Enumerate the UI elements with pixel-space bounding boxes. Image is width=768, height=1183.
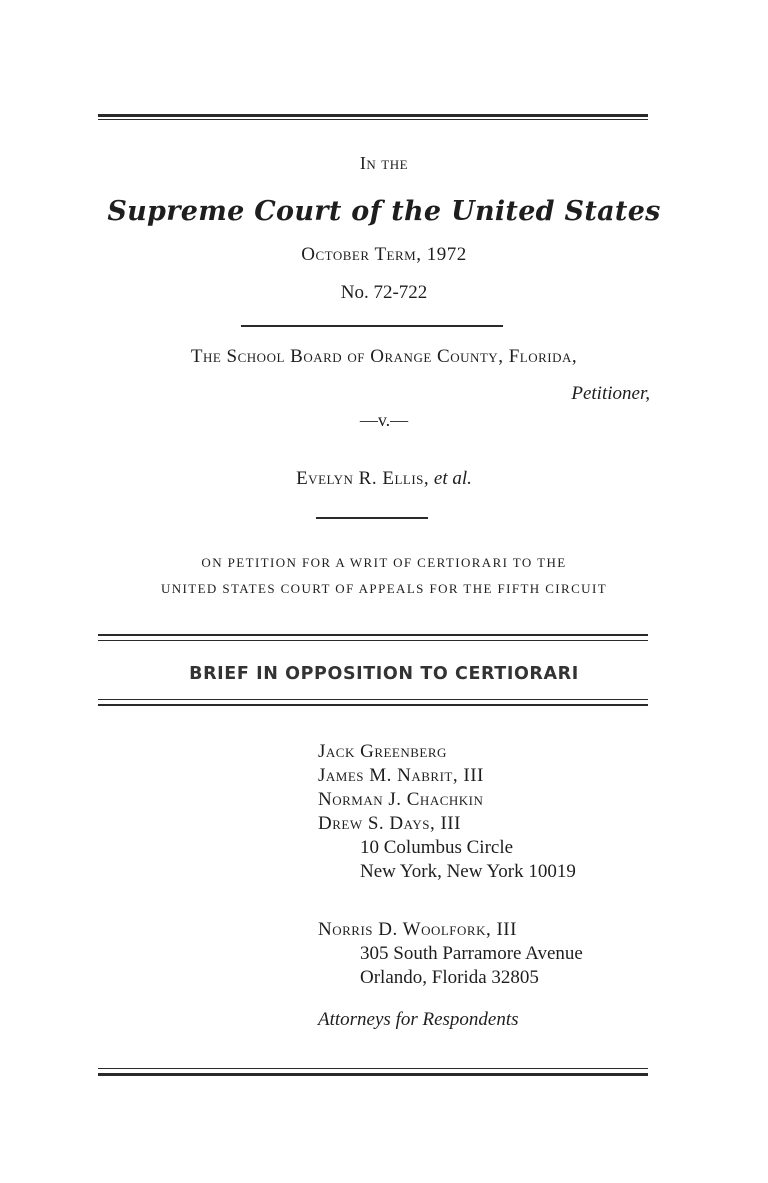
counsel-group-1 [318,740,576,884]
address-line: New York, New York 10019 [360,861,576,882]
respondent-suffix: et al. [433,468,472,489]
counsel-name: James M. Nabrit, III [318,765,484,786]
title-rule-top-thin [98,640,648,641]
court-name: Supreme Court of the United States [107,196,661,227]
top-rule [98,114,648,117]
versus: —v.— [359,410,409,430]
petition-line-1: ON PETITION FOR A WRIT OF CERTIORARI TO THE [201,555,567,570]
counsel-group-2 [318,918,583,990]
brief-title: BRIEF IN OPPOSITION TO CERTIORARI [189,664,579,684]
bottom-rule-thin [98,1068,648,1069]
petition-line-2: UNITED STATES COURT OF APPEALS FOR THE FIFTH CIRCUIT [160,581,608,596]
title-rule-bottom-thin [98,699,648,700]
address-line: 305 South Parramore Avenue [360,943,583,964]
counsel-name: Drew S. Days, III [318,813,461,834]
petitioner-role: Petitioner, [571,383,650,404]
attorneys-role: Attorneys for Respondents [318,1009,519,1030]
parties-divider [316,517,428,519]
title-rule-bottom [98,704,648,706]
term: October Term, 1972 [301,244,467,265]
respondent-name: Evelyn R. Ellis, [296,468,430,489]
address-line: 10 Columbus Circle [360,837,514,858]
address-line: Orlando, Florida 32805 [360,967,539,988]
header-divider [241,325,503,327]
respondent [0,468,768,490]
top-rule-thin [98,119,648,120]
counsel-name: Jack Greenberg [318,741,447,762]
in-the-label: In the [359,153,409,173]
counsel-name: Norman J. Chachkin [318,789,484,810]
petitioner-name: The School Board of Orange County, Florida, [190,346,578,367]
docket-number: No. 72-722 [340,282,428,303]
bottom-rule [98,1073,648,1076]
counsel-name: Norris D. Woolfork, III [318,919,517,940]
title-rule-top [98,634,648,636]
